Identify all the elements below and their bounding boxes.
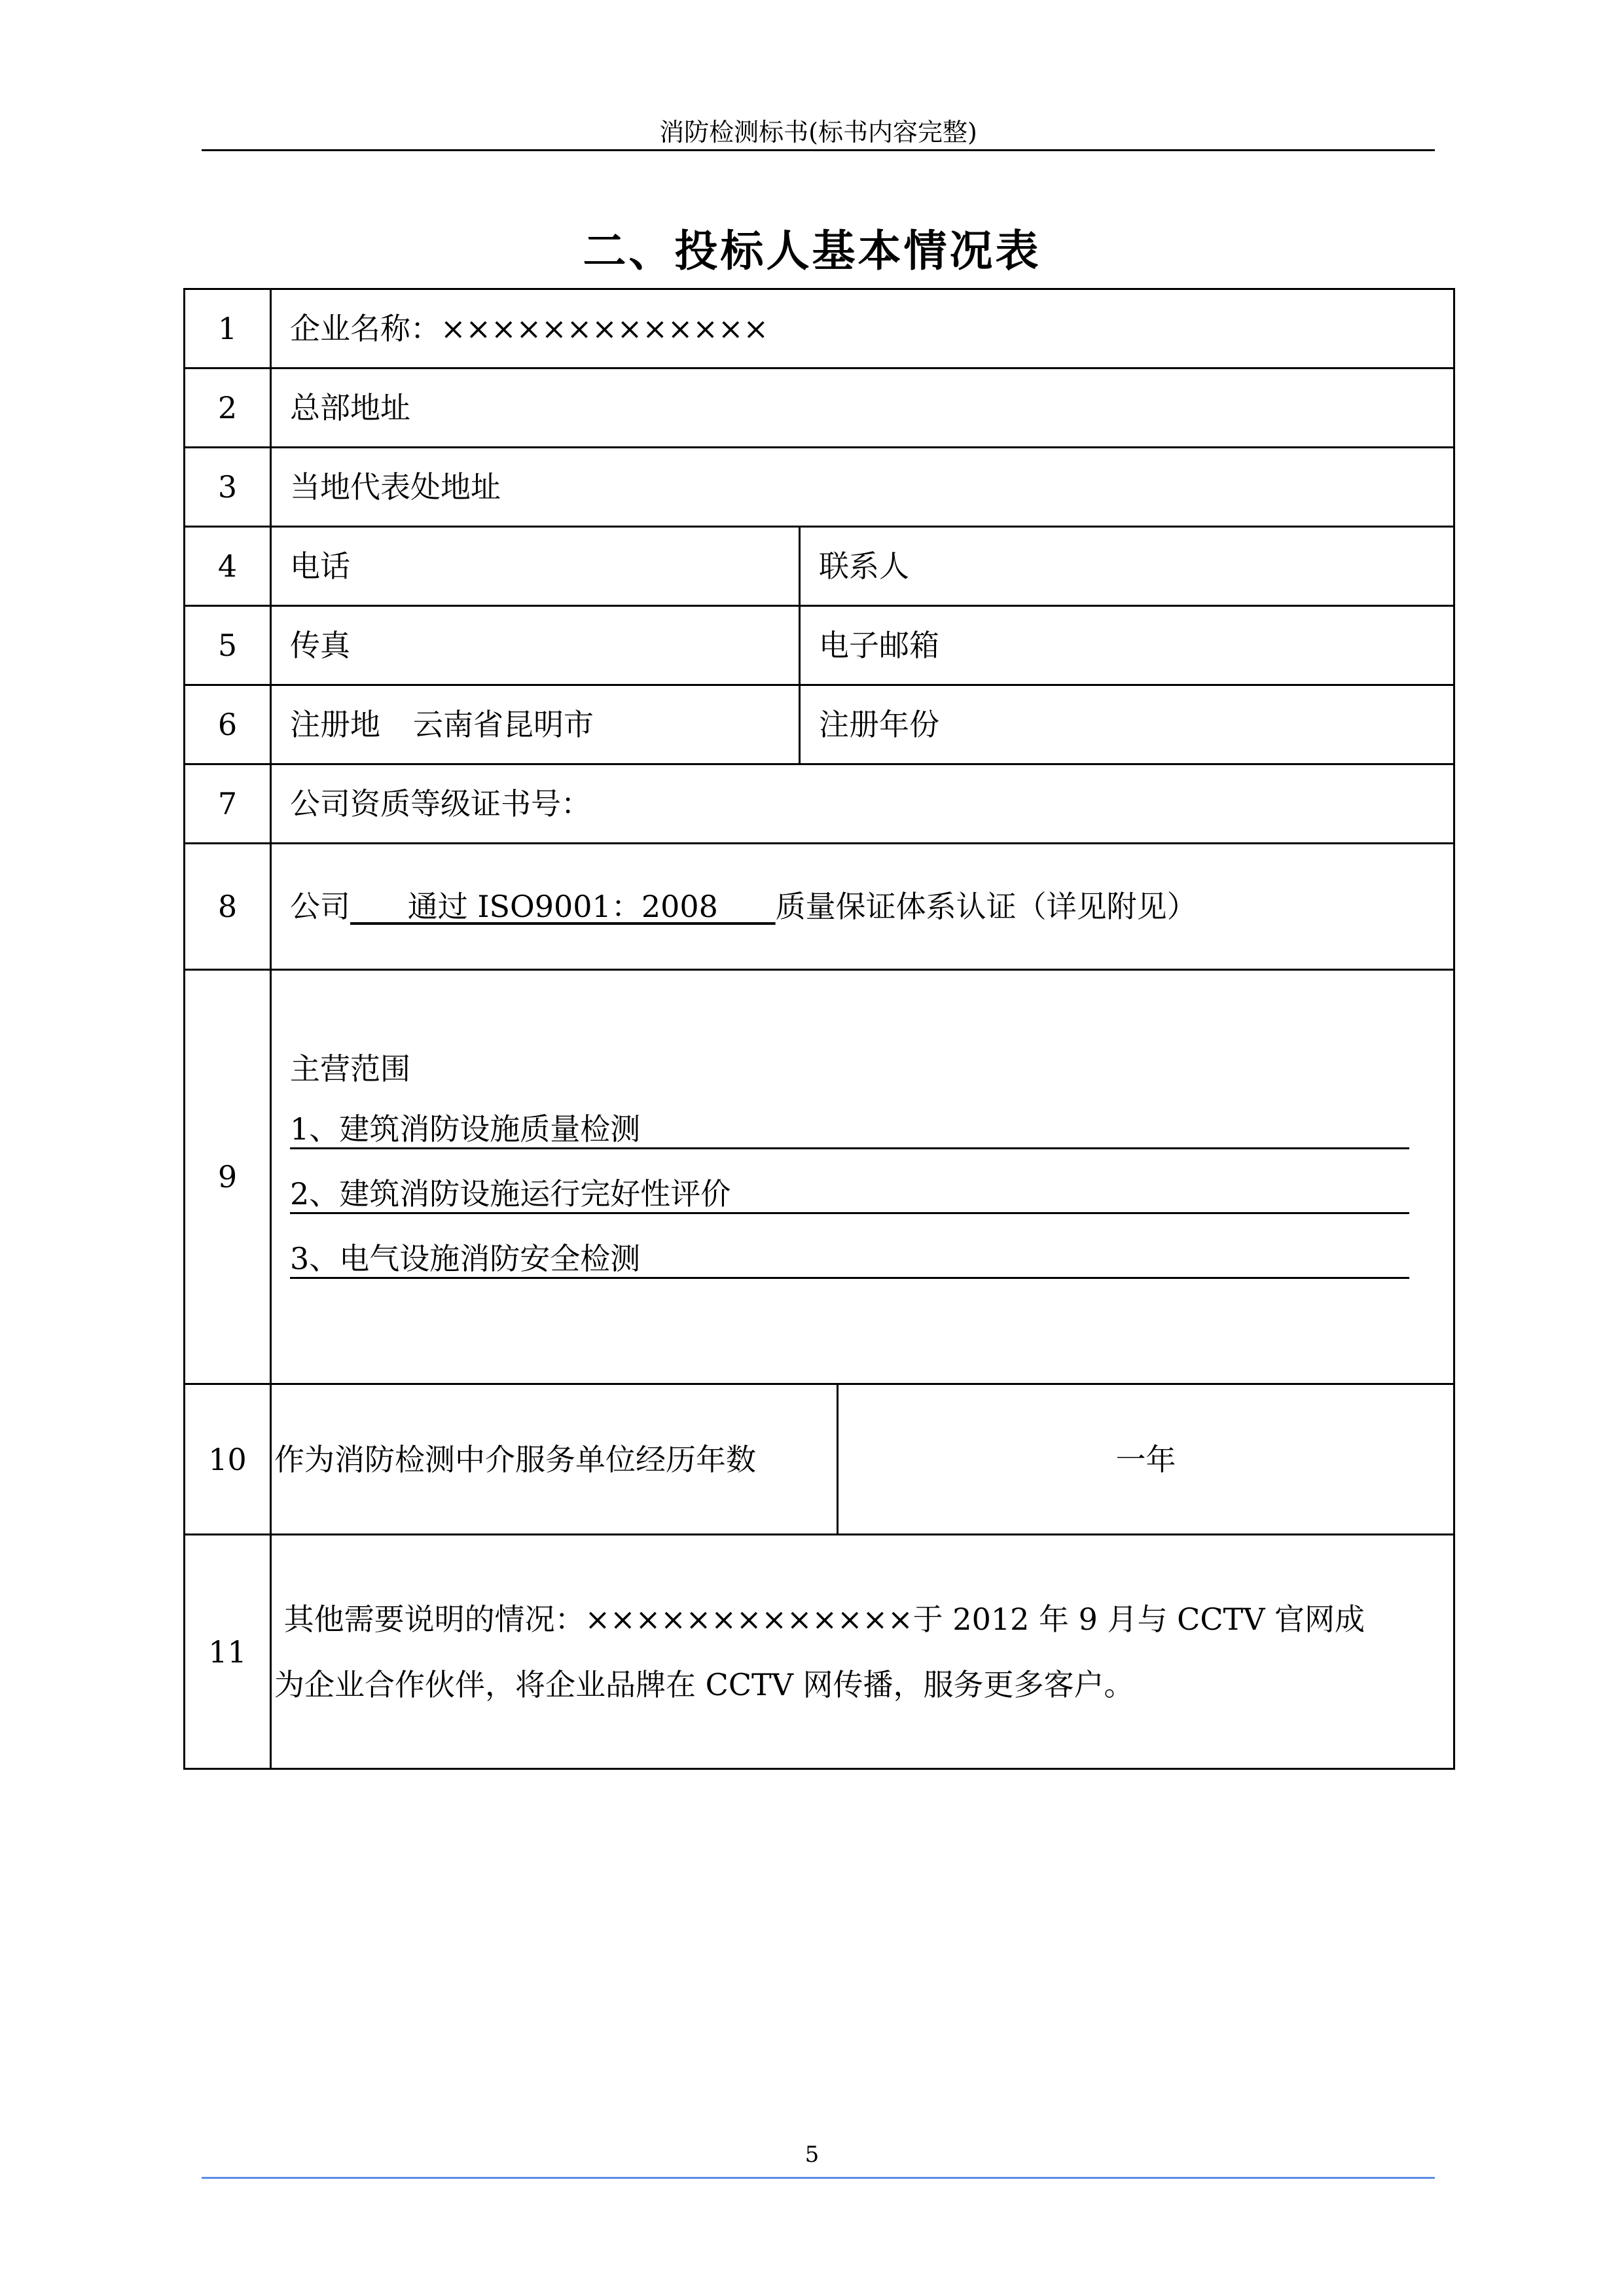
row-number: 3 <box>185 448 271 527</box>
list-item <box>290 1111 1409 1149</box>
list-item-text: 建筑消防设施运行完好性评价 <box>339 1175 731 1211</box>
row-number: 9 <box>185 970 271 1384</box>
phone-cell: 电话 <box>271 527 800 606</box>
local-office-address-cell: 当地代表处地址 <box>271 448 1454 527</box>
list-item-index: 3、 <box>290 1240 340 1276</box>
page-number: 5 <box>804 2142 820 2168</box>
table-row <box>185 289 1454 368</box>
list-item <box>290 1175 1409 1214</box>
business-scope-title: 主营范围 <box>290 1050 410 1086</box>
business-scope-cell <box>271 970 1454 1384</box>
registration-place-label: 注册地 <box>290 707 380 742</box>
contact-person-cell: 联系人 <box>800 527 1454 606</box>
page-title: 二、投标人基本情况表 <box>583 226 1041 276</box>
row-number: 8 <box>185 844 271 970</box>
company-name-cell: 企业名称：××××××××××××× <box>271 289 1454 368</box>
list-item-text: 建筑消防设施质量检测 <box>339 1111 641 1147</box>
table-row <box>185 685 1454 764</box>
row-number: 10 <box>185 1384 271 1535</box>
cert-prefix: 公司 <box>290 889 350 924</box>
hq-address-cell: 总部地址 <box>271 368 1454 448</box>
list-item <box>290 1240 1409 1279</box>
header-rule <box>202 149 1435 151</box>
registration-place-value: 云南省昆明市 <box>413 707 594 742</box>
row-number: 6 <box>185 685 271 764</box>
list-item-index: 1、 <box>290 1111 340 1147</box>
email-cell: 电子邮箱 <box>800 606 1454 685</box>
table-row <box>185 764 1454 844</box>
cert-filled-value: 通过 ISO9001：2008 <box>350 889 776 924</box>
row-number: 11 <box>185 1535 271 1769</box>
table-row <box>185 368 1454 448</box>
list-item-index: 2、 <box>290 1175 340 1211</box>
table-row <box>185 1384 1454 1535</box>
row-number: 5 <box>185 606 271 685</box>
registration-place-cell <box>271 685 800 764</box>
table-row <box>185 970 1454 1384</box>
service-years-value: 一年 <box>838 1384 1454 1535</box>
other-notes-line: 为企业合作伙伴，将企业品牌在 CCTV 网传播，服务更多客户。 <box>274 1666 1134 1702</box>
footer-rule <box>202 2177 1435 2179</box>
fax-cell: 传真 <box>271 606 800 685</box>
row-number: 7 <box>185 764 271 844</box>
table-row <box>185 844 1454 970</box>
registration-year-cell: 注册年份 <box>800 685 1454 764</box>
list-item-text: 电气设施消防安全检测 <box>339 1240 641 1276</box>
quality-certification-cell <box>271 844 1454 970</box>
bidder-info-table <box>183 288 1455 1770</box>
service-years-label: 作为消防检测中介服务单位经历年数 <box>271 1384 838 1535</box>
other-notes-cell <box>271 1535 1454 1769</box>
table-row <box>185 448 1454 527</box>
row-number: 2 <box>185 368 271 448</box>
row-number: 1 <box>185 289 271 368</box>
table-row <box>185 527 1454 606</box>
cert-suffix: 质量保证体系认证（详见附见） <box>775 889 1197 924</box>
running-header: 消防检测标书(标书内容完整) <box>659 118 977 147</box>
row-number: 4 <box>185 527 271 606</box>
qualification-cert-cell: 公司资质等级证书号： <box>271 764 1454 844</box>
other-notes-line: 其他需要说明的情况：×××××××××××××于 2012 年 9 月与 CCTV 官网成 <box>274 1601 1365 1637</box>
table-row <box>185 1535 1454 1769</box>
table-row <box>185 606 1454 685</box>
